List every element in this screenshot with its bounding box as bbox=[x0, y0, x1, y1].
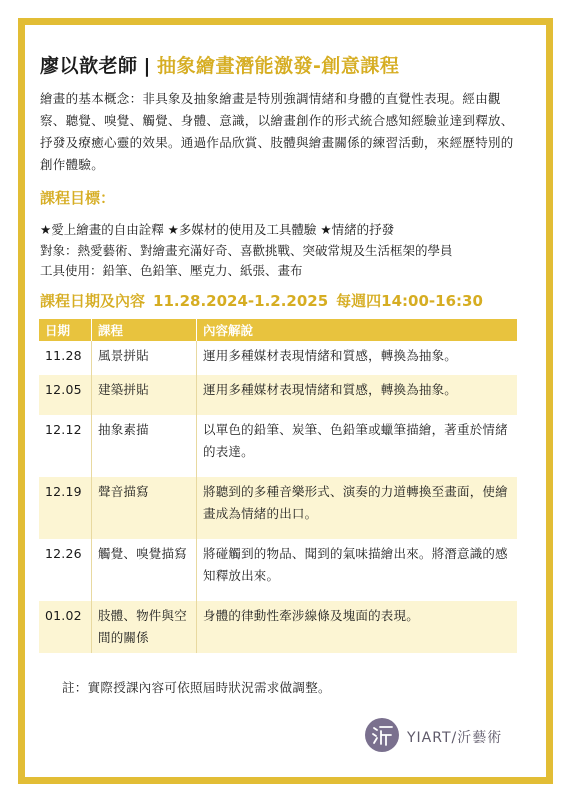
row-date: 12.05 bbox=[45, 382, 82, 397]
row-description: 將聽到的多種音樂形式、演奏的力道轉換至畫面，使繪畫成為情緒的出口。 bbox=[197, 477, 518, 539]
header-description: 內容解說 bbox=[197, 319, 518, 341]
table-row bbox=[39, 477, 517, 539]
schedule-heading bbox=[40, 290, 491, 311]
tools-line: 工具使用：鉛筆、色鉛筆、壓克力、紙張、畫布 bbox=[40, 263, 303, 278]
header-course: 課程 bbox=[92, 319, 197, 341]
table-row bbox=[39, 415, 517, 477]
row-date: 12.26 bbox=[45, 546, 82, 561]
objectives-heading: 課程目標： bbox=[40, 189, 116, 207]
row-date: 12.12 bbox=[45, 422, 82, 437]
schedule-title: 課程日期及內容 bbox=[40, 292, 146, 310]
teacher-name: 廖以歆老師 bbox=[40, 55, 138, 77]
row-date: 01.02 bbox=[45, 608, 82, 623]
schedule-time: 每週四14:00-16:30 bbox=[336, 292, 483, 310]
intro-paragraph: 繪畫的基本概念：非具象及抽象繪畫是特別強調情緒和身體的直覺性表現。經由觀察、聽覺、嗅覺、觸覺、身體、意識，以繪畫創作的形式統合感知經驗並達到釋放、抒發及療癒心靈的效果。通過作品欣賞、肢體與繪畫關係的練習活動，來經歷特別的創作體驗。 bbox=[40, 91, 514, 172]
row-course: 肢體、物件與空間的關係 bbox=[92, 601, 197, 653]
table-header-row bbox=[39, 319, 517, 341]
logo-text: YIART/沂藝術 bbox=[407, 730, 503, 746]
row-description: 運用多種媒材表現情緒和質感，轉換為抽象。 bbox=[197, 375, 518, 415]
table-row bbox=[39, 341, 517, 375]
row-description: 以單色的鉛筆、炭筆、色鉛筆或蠟筆描繪，著重於情緒的表達。 bbox=[197, 415, 518, 477]
title-separator: | bbox=[143, 55, 151, 77]
row-date: 12.19 bbox=[45, 484, 82, 499]
footnote: 註：實際授課內容可依照屆時狀況需求做調整。 bbox=[62, 680, 331, 695]
table-row bbox=[39, 375, 517, 415]
objectives-list bbox=[40, 220, 453, 282]
row-course: 抽象素描 bbox=[92, 415, 197, 477]
row-description: 運用多種媒材表現情緒和質感，轉換為抽象。 bbox=[197, 341, 518, 375]
schedule-table bbox=[39, 319, 517, 653]
audience-line: 對象：熱愛藝術、對繪畫充滿好奇、喜歡挑戰、突破常規及生活框架的學員 bbox=[40, 242, 453, 258]
table-row bbox=[39, 539, 517, 601]
row-course: 建築拼貼 bbox=[92, 375, 197, 415]
row-date: 11.28 bbox=[45, 348, 82, 363]
row-description: 身體的律動性牽涉線條及塊面的表現。 bbox=[197, 601, 518, 653]
table-row bbox=[39, 601, 517, 653]
header-date: 日期 bbox=[45, 323, 71, 338]
course-title: 抽象繪畫潛能激發-創意課程 bbox=[156, 55, 400, 77]
page-title bbox=[40, 51, 399, 78]
row-course: 聲音描寫 bbox=[92, 477, 197, 539]
row-course: 觸覺、嗅覺描寫 bbox=[92, 539, 197, 601]
logo-mark-icon bbox=[365, 718, 399, 752]
goals-line: ★愛上繪畫的自由詮釋 ★多媒材的使用及工具體驗 ★情緒的抒發 bbox=[40, 222, 395, 237]
row-description: 將碰觸到的物品、聞到的氣味描繪出來。將潛意識的感知釋放出來。 bbox=[197, 539, 518, 601]
row-course: 風景拼貼 bbox=[92, 341, 197, 375]
schedule-range: 11.28.2024-1.2.2025 bbox=[153, 292, 329, 310]
brand-logo bbox=[365, 718, 525, 754]
